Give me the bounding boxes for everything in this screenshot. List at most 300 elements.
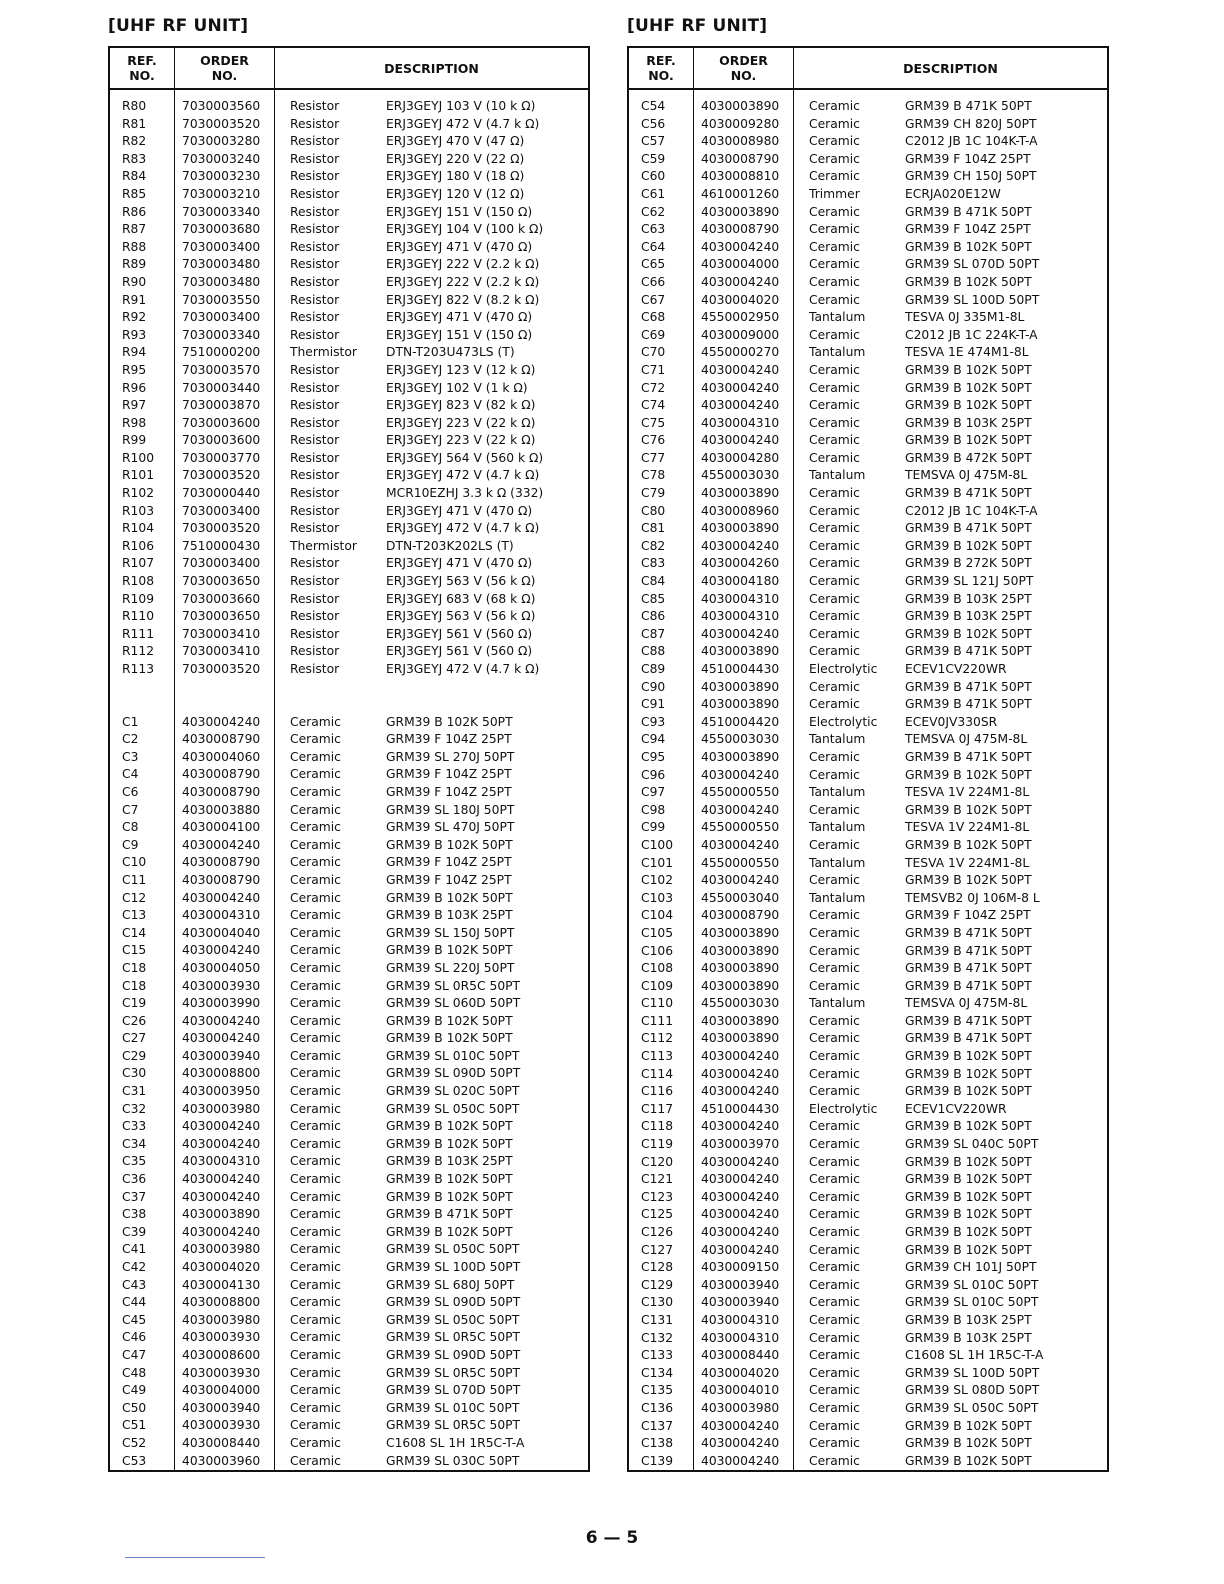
description-cell	[290, 415, 588, 433]
order-no-cell: 7030003400	[182, 310, 261, 325]
description-cell	[809, 591, 1107, 609]
description-cell	[809, 1418, 1107, 1436]
part-type: Resistor	[290, 415, 340, 430]
order-no-cell: 4030003890	[701, 925, 780, 940]
description-cell	[809, 186, 1107, 204]
part-type: Ceramic	[290, 1084, 341, 1099]
description-cell	[290, 186, 588, 204]
part-type: Resistor	[290, 292, 340, 307]
part-type: Ceramic	[809, 644, 860, 659]
ref-no-cell: C130	[641, 1295, 674, 1310]
part-spec: GRM39 F 104Z 25PT	[905, 222, 1031, 237]
order-no-cell: 4030004100	[182, 820, 261, 835]
part-spec: GRM39 B 471K 50PT	[905, 749, 1032, 764]
part-type: Ceramic	[290, 1242, 341, 1257]
ref-no-cell: C18	[122, 978, 147, 993]
description-cell	[809, 749, 1107, 767]
order-no-cell: 4030004240	[182, 714, 261, 729]
description-cell	[290, 432, 588, 450]
order-no-cell: 7510000200	[182, 345, 261, 360]
order-no-cell: 4030003890	[701, 679, 780, 694]
order-no-cell: 7030003520	[182, 662, 261, 676]
ref-no-cell: C110	[641, 996, 674, 1011]
order-no-cell: 4030004240	[701, 1172, 780, 1187]
part-type: Ceramic	[809, 1400, 860, 1415]
part-spec: GRM39 B 103K 25PT	[905, 1330, 1032, 1345]
ref-no-cell: R80	[122, 99, 147, 113]
ref-no-cell: C109	[641, 978, 674, 993]
order-no-cell: 7030003280	[182, 134, 261, 149]
ref-no-cell: C117	[641, 1101, 674, 1116]
order-no-cell: 4550000550	[701, 785, 780, 800]
ref-no-cell: C61	[641, 186, 666, 201]
description-cell	[809, 1171, 1107, 1189]
part-spec: TESVA 1V 224M1-8L	[905, 820, 1030, 835]
part-spec: GRM39 SL 050C 50PT	[386, 1101, 520, 1116]
part-spec: GRM39 SL 090D 50PT	[386, 1066, 521, 1081]
ref-no-cell: C112	[641, 1031, 674, 1046]
description-cell	[290, 397, 588, 415]
part-type: Ceramic	[809, 1154, 860, 1169]
part-type: Ceramic	[290, 1189, 341, 1204]
order-no-cell: 4030008790	[182, 855, 261, 870]
parts-table	[108, 46, 590, 1472]
ref-no-cell: C30	[122, 1066, 147, 1081]
part-type: Electrolytic	[809, 1101, 878, 1116]
part-type: Ceramic	[290, 855, 341, 870]
description-cell	[809, 344, 1107, 362]
ref-no-cell: C60	[641, 169, 666, 184]
order-no-cell: 7510000430	[182, 538, 261, 553]
part-type: Ceramic	[809, 1013, 860, 1028]
ref-no-cell: C136	[641, 1400, 674, 1415]
part-spec: TEMSVA 0J 475M-8L	[905, 996, 1028, 1011]
part-type: Ceramic	[290, 1347, 341, 1362]
description-cell	[290, 608, 588, 626]
part-spec: GRM39 B 471K 50PT	[905, 961, 1032, 976]
part-spec: ERJ3GEYJ 222 V (2.2 k Ω)	[386, 257, 540, 272]
order-no-cell: 4030004240	[701, 1154, 780, 1169]
part-spec: GRM39 SL 010C 50PT	[905, 1277, 1039, 1292]
ref-no-cell: C114	[641, 1066, 674, 1081]
ref-no-cell: R109	[122, 591, 155, 606]
order-no-cell: 4550003040	[701, 890, 780, 905]
part-spec: GRM39 B 102K 50PT	[905, 1189, 1032, 1204]
part-type: Resistor	[290, 257, 340, 272]
part-spec: ERJ3GEYJ 223 V (22 k Ω)	[386, 415, 536, 430]
description-cell	[809, 1242, 1107, 1260]
ref-no-cell: C104	[641, 908, 674, 923]
part-spec: ECEV0JV330SR	[905, 714, 998, 729]
part-spec: GRM39 B 471K 50PT	[905, 204, 1032, 219]
part-spec: GRM39 B 102K 50PT	[386, 1031, 513, 1046]
part-spec: GRM39 B 102K 50PT	[905, 1436, 1032, 1451]
description-column	[275, 90, 588, 1470]
table-header	[629, 48, 1107, 90]
part-type: Electrolytic	[809, 662, 878, 676]
part-type: Ceramic	[809, 1295, 860, 1310]
order-no-cell: 4030003890	[701, 521, 780, 536]
description-cell	[809, 696, 1107, 714]
page-number: 6 — 5	[585, 1528, 639, 1548]
ref-no-cell: C71	[641, 362, 666, 377]
part-type: Ceramic	[290, 1048, 341, 1063]
ref-no-cell: R108	[122, 574, 155, 589]
description-cell	[290, 1329, 588, 1347]
ref-no-cell: R102	[122, 486, 155, 501]
ref-no-cell: C95	[641, 749, 666, 764]
ref-no-cell: C19	[122, 996, 147, 1011]
description-cell	[290, 204, 588, 222]
part-spec: GRM39 F 104Z 25PT	[386, 732, 512, 747]
description-cell	[809, 767, 1107, 785]
description-cell	[290, 1013, 588, 1031]
order-no-cell: 4030004240	[701, 626, 780, 641]
ref-no-cell: R87	[122, 222, 147, 237]
order-no-cell: 7030003520	[182, 116, 261, 131]
description-cell	[290, 1136, 588, 1154]
part-spec: ECEV1CV220WR	[905, 1101, 1007, 1116]
ref-no-cell: R97	[122, 398, 147, 413]
part-type: Ceramic	[290, 1031, 341, 1046]
part-type: Ceramic	[809, 99, 860, 113]
order-no-cell: 4510004430	[701, 1101, 780, 1116]
ref-no-cell: R98	[122, 415, 147, 430]
description-cell	[809, 1347, 1107, 1365]
part-type: Resistor	[290, 626, 340, 641]
description-cell	[290, 819, 588, 837]
description-cell	[809, 204, 1107, 222]
description-cell	[290, 1118, 588, 1136]
part-type: Ceramic	[809, 908, 860, 923]
part-type: Tantalum	[809, 820, 866, 835]
ref-no-cell: R99	[122, 433, 147, 448]
description-cell	[290, 151, 588, 169]
part-spec: GRM39 B 102K 50PT	[905, 767, 1032, 782]
part-type: Ceramic	[290, 1013, 341, 1028]
part-type: Ceramic	[809, 767, 860, 782]
part-spec: GRM39 SL 100D 50PT	[905, 1365, 1040, 1380]
part-spec: GRM39 SL 050C 50PT	[386, 1242, 520, 1257]
part-spec: ERJ3GEYJ 561 V (560 Ω)	[386, 626, 533, 641]
description-cell	[809, 1259, 1107, 1277]
ref-no-cell: R95	[122, 362, 147, 377]
group-spacer	[290, 679, 588, 714]
ref-no-cell: C137	[641, 1418, 674, 1433]
group-spacer	[122, 679, 174, 714]
order-no-cell: 4030004240	[701, 538, 780, 553]
part-spec: ERJ3GEYJ 472 V (4.7 k Ω)	[386, 116, 540, 131]
description-cell	[290, 1101, 588, 1119]
ref-no-cell: C33	[122, 1119, 147, 1134]
part-spec: GRM39 B 102K 50PT	[905, 1119, 1032, 1134]
description-cell	[809, 1136, 1107, 1154]
part-type: Ceramic	[290, 872, 341, 887]
order-no-cell: 4030003940	[701, 1277, 780, 1292]
part-type: Ceramic	[809, 1418, 860, 1433]
order-no-cell: 4030003930	[182, 1418, 261, 1433]
order-no-cell: 4030004240	[701, 837, 780, 852]
order-no-cell: 4030003890	[701, 978, 780, 993]
part-type: Ceramic	[290, 1224, 341, 1239]
ref-no-cell: C11	[122, 872, 147, 887]
part-type: Ceramic	[809, 1260, 860, 1275]
part-spec: GRM39 SL 100D 50PT	[386, 1260, 521, 1274]
part-type: Ceramic	[809, 222, 860, 237]
order-no-cell: 4030008790	[182, 784, 261, 799]
description-cell	[809, 98, 1107, 116]
description-cell	[290, 467, 588, 485]
part-spec: GRM39 B 102K 50PT	[905, 1453, 1032, 1468]
part-type: Tantalum	[809, 996, 866, 1011]
part-type: Ceramic	[809, 961, 860, 976]
part-type: Tantalum	[809, 310, 866, 325]
order-no-cell: 7030003770	[182, 450, 261, 465]
description-cell	[290, 503, 588, 521]
description-cell	[809, 1118, 1107, 1136]
part-type: Tantalum	[809, 732, 866, 747]
description-cell	[809, 995, 1107, 1013]
header-ref-no: REF. NO.	[629, 48, 694, 88]
part-spec: ERJ3GEYJ 472 V (4.7 k Ω)	[386, 521, 540, 536]
order-no-cell: 4030009000	[701, 327, 780, 342]
order-no-cell: 4030008790	[182, 732, 261, 747]
order-no-cell: 4030003890	[701, 204, 780, 219]
order-no-cell: 7030003520	[182, 521, 261, 536]
part-type: Ceramic	[809, 978, 860, 993]
description-cell	[809, 925, 1107, 943]
ref-no-cell: C67	[641, 292, 666, 307]
description-cell	[290, 1294, 588, 1312]
description-cell	[809, 1382, 1107, 1400]
order-no-cell: 4030004310	[182, 908, 261, 923]
right-parts-panel	[627, 14, 1109, 1472]
description-cell	[809, 1154, 1107, 1172]
part-type: Ceramic	[809, 626, 860, 641]
part-type: Ceramic	[809, 1365, 860, 1380]
part-type: Ceramic	[290, 1119, 341, 1134]
order-no-cell: 4030008790	[182, 767, 261, 782]
part-type: Ceramic	[809, 1172, 860, 1187]
part-type: Ceramic	[290, 749, 341, 764]
part-spec: GRM39 SL 010C 50PT	[386, 1400, 520, 1415]
description-cell	[290, 1277, 588, 1295]
description-cell	[290, 872, 588, 890]
ref-no-cell: C113	[641, 1049, 674, 1064]
order-no-cell: 4550000270	[701, 345, 780, 360]
part-spec: TESVA 1E 474M1-8L	[905, 345, 1029, 360]
order-no-cell: 4030004240	[701, 802, 780, 817]
part-type: Ceramic	[809, 1031, 860, 1046]
order-no-cell: 4030004260	[701, 556, 780, 571]
ref-no-cell: C57	[641, 134, 666, 149]
part-spec: GRM39 B 102K 50PT	[905, 873, 1032, 888]
description-cell	[809, 1330, 1107, 1348]
part-type: Ceramic	[809, 521, 860, 536]
part-spec: ERJ3GEYJ 471 V (470 Ω)	[386, 310, 533, 325]
order-column	[175, 90, 275, 1470]
part-type: Ceramic	[290, 1101, 341, 1116]
part-type: Resistor	[290, 99, 340, 113]
ref-no-cell: R101	[122, 468, 155, 483]
ref-no-cell: C126	[641, 1225, 674, 1239]
ref-no-cell: R85	[122, 186, 147, 201]
part-spec: GRM39 B 102K 50PT	[905, 274, 1032, 289]
ref-no-cell: C98	[641, 802, 666, 817]
description-cell	[290, 327, 588, 345]
description-cell	[290, 925, 588, 943]
part-spec: GRM39 B 102K 50PT	[905, 239, 1032, 254]
ref-no-cell: C32	[122, 1101, 147, 1116]
description-cell	[809, 855, 1107, 873]
ref-no-cell: C108	[641, 961, 674, 976]
order-no-cell: 4030003890	[701, 644, 780, 659]
part-spec: ERJ3GEYJ 563 V (56 k Ω)	[386, 574, 536, 589]
part-type: Resistor	[290, 274, 340, 289]
ref-no-cell: C103	[641, 890, 674, 905]
part-type: Ceramic	[809, 837, 860, 852]
part-spec: ERJ3GEYJ 470 V (47 Ω)	[386, 134, 525, 149]
ref-no-cell: C100	[641, 837, 674, 852]
part-type: Resistor	[290, 503, 340, 518]
description-cell	[290, 854, 588, 872]
ref-no-cell: C133	[641, 1348, 674, 1363]
ref-no-cell: C64	[641, 239, 666, 254]
ref-no-cell: C83	[641, 556, 666, 571]
part-spec: GRM39 F 104Z 25PT	[386, 767, 512, 782]
part-spec: GRM39 B 102K 50PT	[386, 1136, 513, 1151]
description-cell	[809, 309, 1107, 327]
ref-no-cell: C9	[122, 837, 139, 852]
part-type: Ceramic	[809, 274, 860, 289]
description-cell	[809, 714, 1107, 732]
part-type: Resistor	[290, 521, 340, 536]
ref-no-cell: R103	[122, 503, 155, 518]
order-no-cell: 4030004240	[701, 1418, 780, 1433]
ref-no-cell: C14	[122, 925, 147, 940]
part-spec: GRM39 F 104Z 25PT	[386, 855, 512, 870]
description-cell	[809, 1048, 1107, 1066]
order-no-cell: 7030003650	[182, 609, 261, 624]
ref-no-cell: R92	[122, 310, 147, 325]
description-cell	[290, 380, 588, 398]
description-cell	[290, 1153, 588, 1171]
order-no-cell: 4030004310	[701, 609, 780, 624]
order-no-cell: 4550003030	[701, 732, 780, 747]
ref-no-cell: C88	[641, 644, 666, 659]
description-cell	[290, 309, 588, 327]
description-cell	[290, 890, 588, 908]
part-spec: ERJ3GEYJ 223 V (22 k Ω)	[386, 433, 536, 448]
order-no-cell: 4030008960	[701, 503, 780, 518]
order-no-cell: 4030004050	[182, 960, 261, 975]
part-type: Ceramic	[809, 802, 860, 817]
order-no-cell: 4030004240	[701, 433, 780, 448]
order-no-cell: 4550000550	[701, 855, 780, 870]
order-no-cell: 4030004240	[182, 943, 261, 958]
ref-no-cell: C43	[122, 1277, 147, 1292]
order-no-cell: 4030003890	[701, 749, 780, 764]
description-cell	[290, 960, 588, 978]
ref-no-cell: C131	[641, 1312, 674, 1327]
description-cell	[290, 450, 588, 468]
part-type: Ceramic	[809, 450, 860, 465]
part-type: Ceramic	[290, 1207, 341, 1222]
part-spec: GRM39 B 471K 50PT	[905, 943, 1032, 958]
ref-no-cell: C48	[122, 1365, 147, 1380]
part-spec: GRM39 SL 270J 50PT	[386, 749, 515, 764]
ref-no-cell: C85	[641, 591, 666, 606]
description-cell	[809, 151, 1107, 169]
description-cell	[290, 978, 588, 996]
ref-no-cell: C97	[641, 785, 666, 800]
description-cell	[290, 116, 588, 134]
order-no-cell: 4030004280	[701, 450, 780, 465]
order-no-cell: 4030004020	[182, 1260, 261, 1274]
part-spec: GRM39 B 102K 50PT	[905, 802, 1032, 817]
order-no-cell: 4030004240	[701, 1453, 780, 1468]
description-cell	[809, 626, 1107, 644]
description-cell	[290, 714, 588, 732]
part-spec: GRM39 B 102K 50PT	[905, 1207, 1032, 1222]
part-spec: GRM39 B 103K 25PT	[905, 609, 1032, 624]
part-type: Tantalum	[809, 890, 866, 905]
order-no-cell: 4030004240	[701, 1084, 780, 1099]
part-spec: GRM39 B 471K 50PT	[905, 978, 1032, 993]
ref-no-cell: R88	[122, 239, 147, 254]
part-type: Ceramic	[809, 151, 860, 166]
order-no-cell: 4030003890	[701, 961, 780, 976]
order-no-cell: 4030004310	[701, 1312, 780, 1327]
ref-no-cell: R113	[122, 662, 155, 676]
ref-no-cell: C65	[641, 257, 666, 272]
ref-no-cell: C56	[641, 116, 666, 131]
header-ref-no: REF. NO.	[110, 48, 175, 88]
ref-no-cell: C120	[641, 1154, 674, 1169]
part-type: Ceramic	[290, 714, 341, 729]
order-no-cell: 4030003980	[701, 1400, 780, 1415]
part-type: Ceramic	[809, 239, 860, 254]
description-cell	[290, 573, 588, 591]
part-type: Resistor	[290, 222, 340, 237]
ref-no-cell: C44	[122, 1295, 147, 1310]
order-no-cell: 4030003890	[701, 486, 780, 501]
order-no-cell: 4610001260	[701, 186, 780, 201]
part-spec: GRM39 B 102K 50PT	[905, 1049, 1032, 1064]
part-spec: TESVA 1V 224M1-8L	[905, 855, 1030, 870]
ref-no-cell: C78	[641, 468, 666, 483]
description-cell	[809, 1101, 1107, 1119]
description-cell	[290, 1083, 588, 1101]
description-cell	[809, 503, 1107, 521]
part-type: Ceramic	[290, 1295, 341, 1310]
description-cell	[290, 749, 588, 767]
part-type: Ceramic	[290, 837, 341, 852]
description-cell	[809, 1013, 1107, 1031]
order-no-cell: 7030003660	[182, 591, 261, 606]
ref-no-cell: C18	[122, 960, 147, 975]
ref-no-cell: R90	[122, 274, 147, 289]
ref-no-cell: C102	[641, 873, 674, 888]
description-cell	[809, 467, 1107, 485]
part-spec: GRM39 B 102K 50PT	[905, 362, 1032, 377]
description-cell	[290, 1259, 588, 1277]
order-no-cell: 7030003560	[182, 99, 261, 113]
part-spec: GRM39 B 272K 50PT	[905, 556, 1032, 571]
order-no-cell: 4030004310	[701, 591, 780, 606]
part-spec: ERJ3GEYJ 120 V (12 Ω)	[386, 186, 525, 201]
ref-no-cell: C54	[641, 99, 666, 113]
